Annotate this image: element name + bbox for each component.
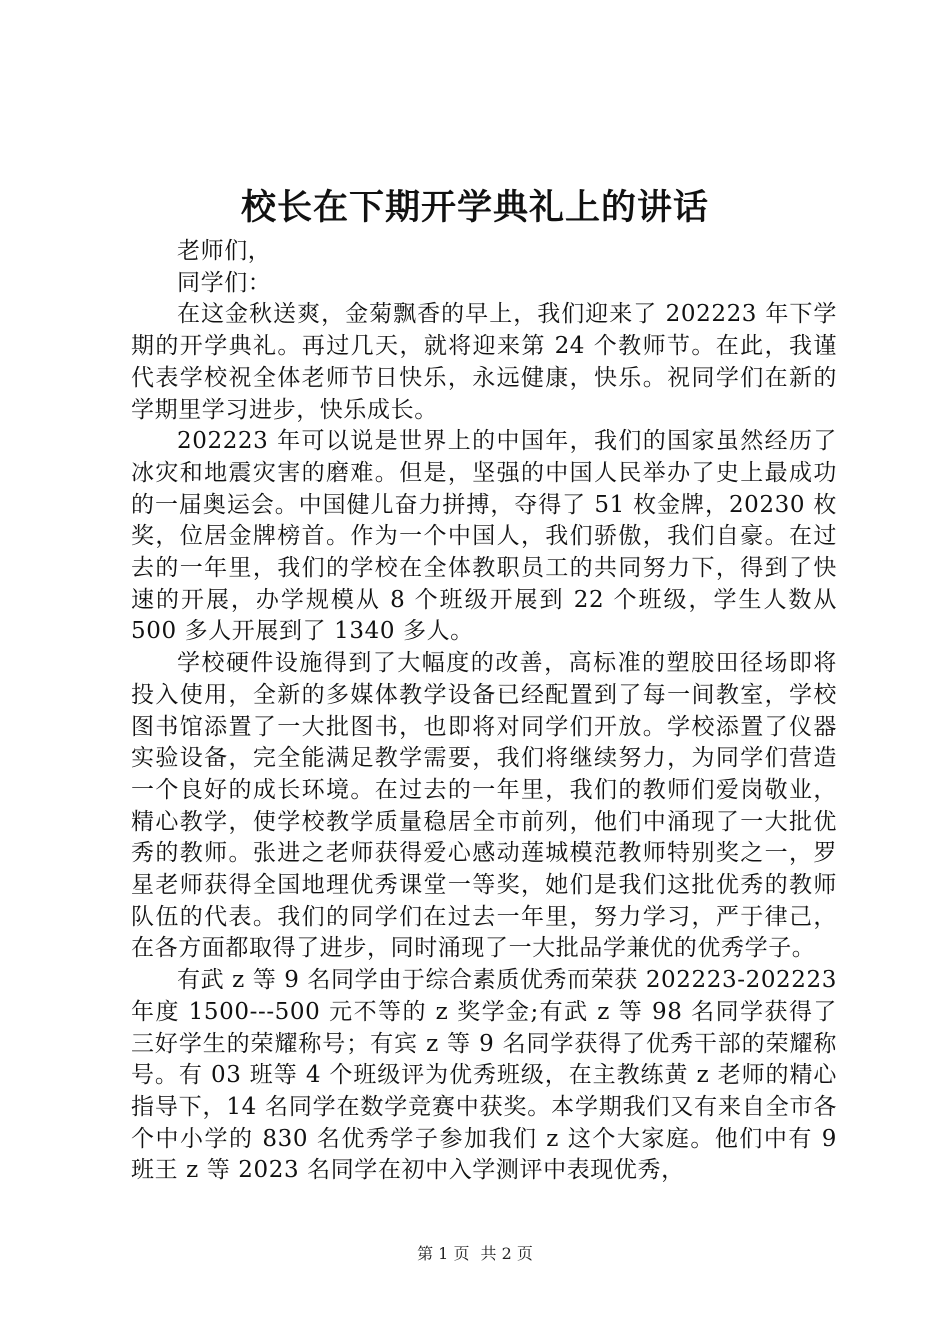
page-total: 共 2 页 xyxy=(480,1244,533,1263)
paragraph: 学校硬件设施得到了大幅度的改善，高标准的塑胶田径场即将投入使用，全新的多媒体教学设备已经配置到了每一间教室，学校图书馆添置了一大批图书，也即将对同学们开放。学校添置了仪器实验设备，完全能满足教学需要，我们将继续努力，为同学们营造一个良好的成长环境。在过去的一年里，我们的教师们爱岗敬业，精心教学，使学校教学质量稳居全市前列，他们中涌现了一大批优秀的教师。张进之老师获得爱心感动莲城模范教师特别奖之一，罗星老师获得全国地理优秀课堂一等奖，她们是我们这批优秀的教师队伍的代表。我们的同学们在过去一年里，努力学习，严于律己，在各方面都取得了进步，同时涌现了一大批品学兼优的优秀学子。 xyxy=(131,650,837,962)
page-number: 第 1 页 xyxy=(417,1244,470,1263)
paragraph: 202223 年可以说是世界上的中国年，我们的国家虽然经历了冰灾和地震灾害的磨难。但是，坚强的中国人民举办了史上最成功的一届奥运会。中国健儿奋力拼搏，夺得了 51 枚金牌，20230 枚奖，位居金牌榜首。作为一个中国人，我们骄傲，我们自豪。在过去的一年里，我们的学校在全体教职员工的共同努力下，得到了快速的开展，办学规模从 8 个班级开展到 22 个班级，学生人数从 500 多人开展到了 1340 多人。 xyxy=(131,428,837,645)
salutation-students: 同学们： xyxy=(177,269,272,296)
paragraph: 在这金秋送爽，金菊飘香的早上，我们迎来了 202223 年下学期的开学典礼。再过几天，就将迎来第 24 个教师节。在此，我谨代表学校祝全体老师节日快乐，永远健康，快乐。祝同学们在新的学期里学习进步，快乐成长。 xyxy=(131,301,837,423)
document-title: 校长在下期开学典礼上的讲话 xyxy=(240,187,709,228)
paragraph: 有武 z 等 9 名同学由于综合素质优秀而荣获 202223-202223 年度 1500---500 元不等的 z 奖学金;有武 z 等 98 名同学获得了三好学生的荣耀称号；有宾 z 等 9 名同学获得了优秀干部的荣耀称号。有 03 班等 4 个班级评为优秀班级，在主教练黄 z 老师的精心指导下，14 名同学在数学竞赛中获奖。本学期我们又有来自全市各个中小学的 830 名优秀学子参加我们 z 这个大家庭。他们中有 9 班王 z 等 2023 名同学在初中入学测评中表现优秀， xyxy=(131,967,837,1184)
page-footer xyxy=(0,1243,950,1265)
salutation-teachers: 老师们， xyxy=(177,238,272,264)
document-body xyxy=(131,236,837,1187)
